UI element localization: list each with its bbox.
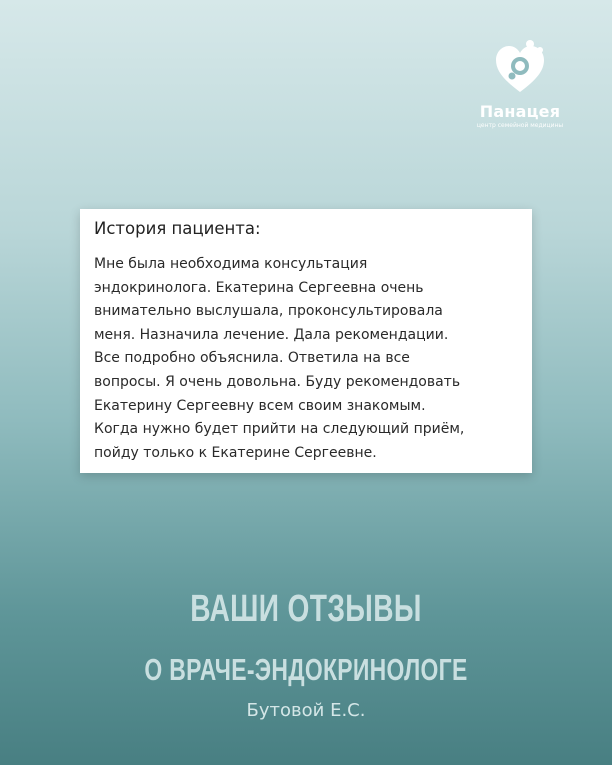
review-line: вопросы. Я очень довольна. Буду рекомендовать <box>94 373 461 390</box>
review-line: Все подробно объяснила. Ответила на все <box>94 350 410 367</box>
heading-doctor-name: Бутовой Е.С. <box>246 700 366 721</box>
review-line: эндокринолога. Екатерина Сергеевна очень <box>94 279 424 296</box>
review-line: меня. Назначила лечение. Дала рекомендации. <box>94 326 449 343</box>
heart-logo-icon <box>490 38 550 98</box>
review-line: Когда нужно будет прийти на следующий приём, <box>94 421 465 438</box>
clinic-logo <box>470 38 570 138</box>
review-card <box>80 209 532 473</box>
review-line: Екатерину Сергеевну всем своим знакомым. <box>94 397 426 414</box>
review-title: История пациента: <box>94 219 261 238</box>
review-line: внимательно выслушала, проконсультировала <box>94 303 443 320</box>
review-line: Мне была необходима консультация <box>94 256 368 272</box>
review-line: пойду только к Екатерине Сергеевне. <box>94 444 377 461</box>
logo-name: Панацея <box>479 102 561 121</box>
logo-tagline: центр семейной медицины <box>476 122 564 129</box>
heading-doctor: О ВРАЧЕ-ЭНДОКРИНОЛОГЕ <box>144 652 468 687</box>
heading-reviews: ВАШИ ОТЗЫВЫ <box>190 588 422 630</box>
